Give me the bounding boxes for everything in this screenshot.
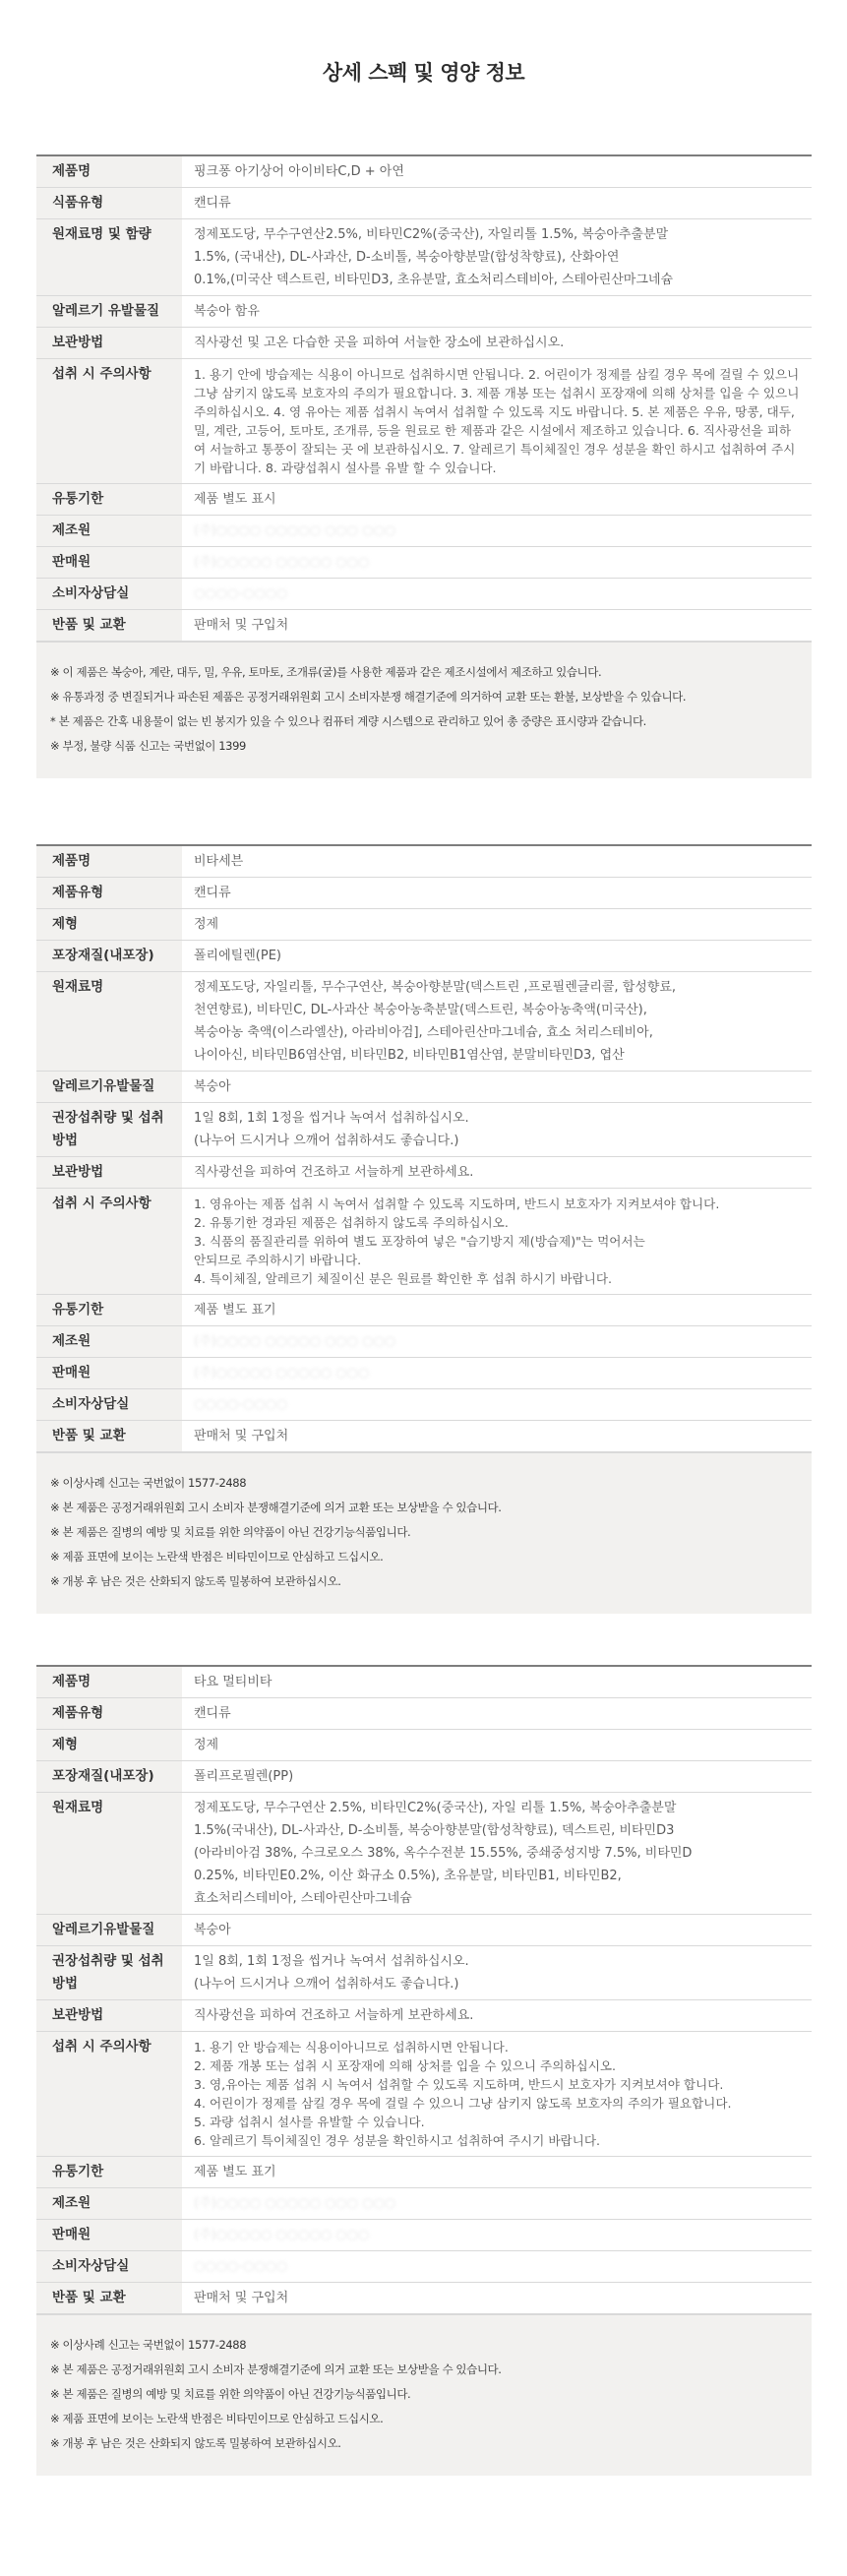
spec-label: 판매원 xyxy=(36,2220,182,2251)
product-section-3 xyxy=(36,1665,812,2476)
page-title: 상세 스펙 및 영양 정보 xyxy=(322,61,525,85)
spec-label: 소비자상담실 xyxy=(36,1389,182,1421)
spec-row xyxy=(36,2188,812,2220)
spec-value: 비타세븐 xyxy=(182,845,812,878)
spec-value-redacted: (주)○○○○ ○○○○○ ○○○ ○○○ xyxy=(182,516,812,547)
spec-label: 권장섭취량 및 섭취방법 xyxy=(36,1946,182,2000)
spec-value: 판매처 및 구입처 xyxy=(182,2283,812,2314)
spec-label: 알레르기유발물질 xyxy=(36,1072,182,1103)
spec-label: 유통기한 xyxy=(36,484,182,516)
notice-item: ※ 제품 표면에 보이는 노란색 반점은 비타민이므로 안심하고 드십시오. xyxy=(50,2412,384,2425)
spec-row xyxy=(36,1103,812,1157)
spec-value: 복숭아 함유 xyxy=(182,296,812,328)
notice-item: ※ 본 제품은 공정거래위원회 고시 소비자 분쟁해결기준에 의거 교환 또는 보상받을 수 있습니다. xyxy=(50,1501,502,1514)
spec-label: 제품명 xyxy=(36,155,182,188)
spec-label: 원재료명 xyxy=(36,1793,182,1915)
spec-value-redacted: (주)○○○○○ ○○○○○ ○○○ xyxy=(182,2220,812,2251)
notice-box xyxy=(36,1452,812,1614)
spec-label: 보관방법 xyxy=(36,2000,182,2032)
notice-box xyxy=(36,642,812,778)
spec-value: 정제 xyxy=(182,909,812,941)
spec-row xyxy=(36,909,812,941)
notice-item: ※ 본 제품은 질병의 예방 및 치료를 위한 의약품이 아닌 건강기능식품입니다. xyxy=(50,2387,411,2401)
notice-item: ※ 본 제품은 공정거래위원회 고시 소비자 분쟁해결기준에 의거 교환 또는 보상받을 수 있습니다. xyxy=(50,2362,502,2376)
spec-value: 복숭아 xyxy=(182,1915,812,1946)
spec-row xyxy=(36,547,812,579)
spec-row xyxy=(36,1189,812,1295)
spec-value: 1일 8회, 1회 1정을 씹거나 녹여서 섭취하십시오. (나누어 드시거나 으깨어 섭취하셔도 좋습니다.) xyxy=(182,1946,812,2000)
spec-value: 판매처 및 구입처 xyxy=(182,610,812,642)
spec-label: 제품명 xyxy=(36,845,182,878)
spec-row xyxy=(36,972,812,1072)
spec-value: 정제포도당, 무수구연산2.5%, 비타민C2%(중국산), 자일리톨 1.5%, 복숭아추출분말 1.5%, (국내산), DL-사과산, D-소비톨, 복숭아향분말(합성착향료), 산화아연 0.1%,(미국산 덱스트린, 비타민D3, 초유분말, 효소처리스테비아, 스테아린산마그네슘 xyxy=(182,219,812,296)
spec-row xyxy=(36,2032,812,2157)
spec-row xyxy=(36,941,812,972)
spec-value: 제품 별도 표기 xyxy=(182,2157,812,2188)
spec-row xyxy=(36,1698,812,1730)
spec-value: 1. 용기 안에 방습제는 식용이 아니므로 섭취하시면 안됩니다. 2. 어린이가 정제를 삼킬 경우 목에 걸릴 수 있으니 그냥 삼키지 않도록 보호자의 주의가 필요합니다. 3. 제품 개봉 또는 섭취시 포장재에 의해 상처를 입을 수 있으니 주의하십시오. 4. 영 유아는 제품 섭취시 녹여서 섭취할 수 있도록 지도 바랍니다. 5. 본 제품은 우유, 땅콩, 대두, 밀, 계란, 고등어, 토마토, 조개류, 등을 원료로 한 제품과 같은 시설에서 제조하고 있습니다. 6. 직사광선을 피하여 서늘하고 통풍이 잘되는 곳 에 보관하십시오. 7. 알레르기 특이체질인 경우 성분을 확인 하시고 섭취하여 주시기 바랍니다. 8. 과량섭취시 설사를 유발 할 수 있습니다. xyxy=(182,359,812,484)
product-section-1 xyxy=(36,154,812,778)
spec-row xyxy=(36,845,812,878)
spec-row xyxy=(36,219,812,296)
spec-table xyxy=(36,844,812,1452)
notice-box xyxy=(36,2314,812,2476)
spec-row xyxy=(36,2251,812,2283)
spec-table xyxy=(36,154,812,642)
spec-value: 캔디류 xyxy=(182,878,812,909)
spec-label: 판매원 xyxy=(36,547,182,579)
spec-label: 제형 xyxy=(36,909,182,941)
notice-item: ※ 이상사례 신고는 국번없이 1577-2488 xyxy=(50,2338,247,2352)
spec-label: 소비자상담실 xyxy=(36,579,182,610)
spec-label: 보관방법 xyxy=(36,328,182,359)
spec-value-redacted: ○○○○-○○○○ xyxy=(182,2251,812,2283)
spec-label: 제조원 xyxy=(36,1326,182,1358)
spec-label: 알레르기유발물질 xyxy=(36,1915,182,1946)
spec-label: 제품유형 xyxy=(36,1698,182,1730)
spec-row xyxy=(36,1295,812,1326)
spec-row xyxy=(36,1730,812,1761)
spec-row xyxy=(36,878,812,909)
notice-item: ※ 개봉 후 남은 것은 산화되지 않도록 밀봉하여 보관하십시오. xyxy=(50,2436,341,2450)
spec-label: 판매원 xyxy=(36,1358,182,1389)
spec-value: 폴리에틸렌(PE) xyxy=(182,941,812,972)
spec-label: 보관방법 xyxy=(36,1157,182,1189)
spec-label: 원재료명 xyxy=(36,972,182,1072)
spec-row xyxy=(36,579,812,610)
product-section-2 xyxy=(36,844,812,1614)
spec-row xyxy=(36,296,812,328)
spec-label: 포장재질(내포장) xyxy=(36,1761,182,1793)
spec-value-redacted: ○○○○-○○○○ xyxy=(182,1389,812,1421)
spec-label: 유통기한 xyxy=(36,1295,182,1326)
spec-label: 제조원 xyxy=(36,2188,182,2220)
spec-value: 제품 별도 표시 xyxy=(182,484,812,516)
spec-row xyxy=(36,1946,812,2000)
spec-row xyxy=(36,1358,812,1389)
spec-row xyxy=(36,1793,812,1915)
spec-row xyxy=(36,188,812,219)
spec-row xyxy=(36,155,812,188)
spec-value: 캔디류 xyxy=(182,1698,812,1730)
notice-item: * 본 제품은 간혹 내용물이 없는 빈 봉지가 있을 수 있으나 컴퓨터 계량 시스템으로 관리하고 있어 총 중량은 표시량과 같습니다. xyxy=(50,714,646,728)
spec-value: 1일 8회, 1회 1정을 씹거나 녹여서 섭취하십시오. (나누어 드시거나 으깨어 섭취하셔도 좋습니다.) xyxy=(182,1103,812,1157)
spec-value: 정제포도당, 자일리톨, 무수구연산, 복숭아향분말(덱스트린 ,프로필렌글리콜, 합성향료, 천연향료), 비타민C, DL-사과산 복숭아농축분말(덱스트린, 복숭아농축액(미국산), 복숭아농 축액(이스라엘산), 아라비아검], 스테아린산마그네슘, 효소 처리스테비아, 나이아신, 비타민B6염산염, 비타민B2, 비타민B1염산염, 분말비타민D3, 엽산 xyxy=(182,972,812,1072)
spec-row xyxy=(36,1072,812,1103)
spec-row xyxy=(36,1421,812,1452)
spec-label: 포장재질(내포장) xyxy=(36,941,182,972)
notice-item: ※ 부정, 불량 식품 신고는 국번없이 1399 xyxy=(50,739,246,753)
spec-label: 제형 xyxy=(36,1730,182,1761)
notice-item: ※ 이상사례 신고는 국번없이 1577-2488 xyxy=(50,1476,247,1490)
spec-label: 원재료명 및 함량 xyxy=(36,219,182,296)
spec-value: 타요 멀티비타 xyxy=(182,1666,812,1698)
spec-row xyxy=(36,2157,812,2188)
spec-label: 제품유형 xyxy=(36,878,182,909)
spec-label: 권장섭취량 및 섭취방법 xyxy=(36,1103,182,1157)
spec-row xyxy=(36,2000,812,2032)
spec-row xyxy=(36,1157,812,1189)
spec-row xyxy=(36,359,812,484)
spec-label: 섭취 시 주의사항 xyxy=(36,359,182,484)
spec-label: 반품 및 교환 xyxy=(36,1421,182,1452)
spec-row xyxy=(36,484,812,516)
spec-row xyxy=(36,610,812,642)
spec-row xyxy=(36,328,812,359)
spec-value: 1. 영유아는 제품 섭취 시 녹여서 섭취할 수 있도록 지도하며, 반드시 보호자가 지켜보셔야 합니다. 2. 유통기한 경과된 제품은 섭취하지 않도록 주의하십시오. 3. 식품의 품질관리를 위하여 별도 포장하여 넣은 "습기방지 제(방습제)"는 먹어서는 안되므로 주의하시기 바랍니다. 4. 특이체질, 알레르기 체질이신 분은 원료를 확인한 후 섭취 하시기 바랍니다. xyxy=(182,1189,812,1295)
spec-value-redacted: (주)○○○○○ ○○○○○ ○○○ xyxy=(182,1358,812,1389)
spec-value: 제품 별도 표기 xyxy=(182,1295,812,1326)
spec-row xyxy=(36,2283,812,2314)
spec-row xyxy=(36,1915,812,1946)
spec-label: 제조원 xyxy=(36,516,182,547)
spec-value: 직사광선을 피하여 건조하고 서늘하게 보관하세요. xyxy=(182,1157,812,1189)
spec-label: 제품명 xyxy=(36,1666,182,1698)
spec-label: 섭취 시 주의사항 xyxy=(36,1189,182,1295)
spec-value: 판매처 및 구입처 xyxy=(182,1421,812,1452)
spec-value: 복숭아 xyxy=(182,1072,812,1103)
spec-value: 정제포도당, 무수구연산 2.5%, 비타민C2%(중국산), 자일 리톨 1.5%, 복숭아추출분말 1.5%(국내산), DL-사과산, D-소비톨, 복숭아향분말(합성착향료), 덱스트린, 비타민D3 (아라비아검 38%, 수크로오스 38%, 옥수수전분 15.55%, 중쇄중성지방 7.5%, 비타민D 0.25%, 비타민E0.2%, 이산 화규소 0.5%), 초유분말, 비타민B1, 비타민B2, 효소처리스테비아, 스테아린산마그네슘 xyxy=(182,1793,812,1915)
spec-label: 알레르기 유발물질 xyxy=(36,296,182,328)
spec-label: 소비자상담실 xyxy=(36,2251,182,2283)
spec-label: 식품유형 xyxy=(36,188,182,219)
notice-item: ※ 이 제품은 복숭아, 계란, 대두, 밀, 우유, 토마토, 조개류(굴)를 사용한 제품과 같은 제조시설에서 제조하고 있습니다. xyxy=(50,665,602,679)
spec-label: 섭취 시 주의사항 xyxy=(36,2032,182,2157)
spec-value-redacted: (주)○○○○○ ○○○○○ ○○○ xyxy=(182,547,812,579)
spec-value: 핑크퐁 아기상어 아이비타C,D + 아연 xyxy=(182,155,812,188)
spec-value-redacted: (주)○○○○ ○○○○○ ○○○ ○○○ xyxy=(182,1326,812,1358)
spec-value: 1. 용기 안 방습제는 식용이아니므로 섭취하시면 안됩니다. 2. 제품 개봉 또는 섭취 시 포장재에 의해 상처를 입을 수 있으니 주의하십시오. 3. 영,유아는 제품 섭취 시 녹여서 섭취할 수 있도록 지도하며, 반드시 보호자가 지켜보셔야 합니다. 4. 어린이가 정제를 삼킬 경우 목에 걸릴 수 있으니 그냥 삼키지 않도록 보호자의 주의가 필요합니다. 5. 과량 섭취시 설사를 유발할 수 있습니다. 6. 알레르기 특이체질인 경우 성분을 확인하시고 섭취하여 주시기 바랍니다. xyxy=(182,2032,812,2157)
spec-label: 반품 및 교환 xyxy=(36,2283,182,2314)
spec-row xyxy=(36,1666,812,1698)
spec-value: 정제 xyxy=(182,1730,812,1761)
spec-row xyxy=(36,1761,812,1793)
spec-row xyxy=(36,1326,812,1358)
notice-item: ※ 유통과정 중 변질되거나 파손된 제품은 공정거래위원회 고시 소비자분쟁 해결기준에 의거하여 교환 또는 환불, 보상받을 수 있습니다. xyxy=(50,690,687,704)
spec-row xyxy=(36,516,812,547)
notice-item: ※ 본 제품은 질병의 예방 및 치료를 위한 의약품이 아닌 건강기능식품입니다. xyxy=(50,1525,411,1539)
spec-value: 직사광선 및 고온 다습한 곳을 피하여 서늘한 장소에 보관하십시오. xyxy=(182,328,812,359)
notice-item: ※ 제품 표면에 보이는 노란색 반점은 비타민이므로 안심하고 드십시오. xyxy=(50,1550,384,1564)
spec-value-redacted: (주)○○○○ ○○○○○ ○○○ ○○○ xyxy=(182,2188,812,2220)
spec-row xyxy=(36,2220,812,2251)
spec-value-redacted: ○○○○-○○○○ xyxy=(182,579,812,610)
spec-label: 유통기한 xyxy=(36,2157,182,2188)
spec-value: 직사광선을 피하여 건조하고 서늘하게 보관하세요. xyxy=(182,2000,812,2032)
spec-value: 캔디류 xyxy=(182,188,812,219)
spec-table xyxy=(36,1665,812,2314)
notice-item: ※ 개봉 후 남은 것은 산화되지 않도록 밀봉하여 보관하십시오. xyxy=(50,1574,341,1588)
spec-value: 폴리프로필렌(PP) xyxy=(182,1761,812,1793)
spec-label: 반품 및 교환 xyxy=(36,610,182,642)
spec-row xyxy=(36,1389,812,1421)
